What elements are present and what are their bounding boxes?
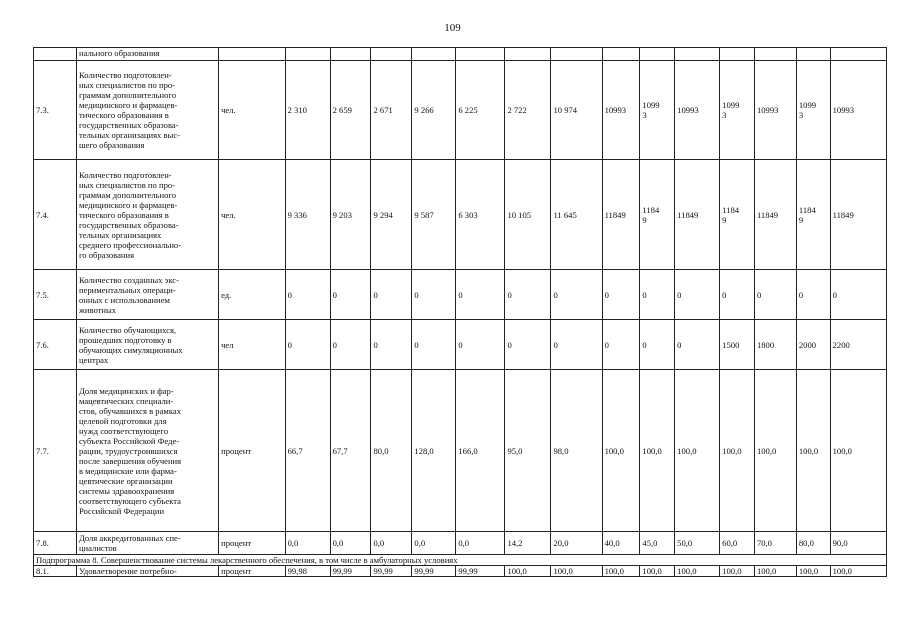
cell-value: 0 [285, 320, 330, 370]
cell-value: 10993 [830, 61, 886, 160]
cell-num: 7.3. [34, 61, 77, 160]
cell-unit: ед. [219, 270, 285, 320]
table-row-subprogram [34, 555, 887, 566]
cell-value: 0 [505, 320, 551, 370]
cell-value: 1184 9 [796, 160, 830, 270]
cell-num [34, 48, 77, 61]
cell-value: 0 [551, 320, 602, 370]
table-row [34, 61, 887, 160]
cell-value: 99,99 [456, 566, 505, 577]
cell-value: 1184 9 [720, 160, 755, 270]
subprogram-title: Подпрограмма 8. Совершенствование системы лекарственного обеспечения, в том числе в амбулаторных условиях [34, 555, 887, 566]
cell-value: 99,99 [412, 566, 456, 577]
cell-value: 0 [640, 270, 675, 320]
cell-value: 100,0 [602, 370, 640, 532]
cell-value: 14,2 [505, 532, 551, 555]
cell-value: 99,99 [330, 566, 371, 577]
cell-value: 11849 [754, 160, 796, 270]
cell-value: 0 [720, 270, 755, 320]
cell-num: 7.4. [34, 160, 77, 270]
cell-value: 10993 [602, 61, 640, 160]
cell-value: 1184 9 [640, 160, 675, 270]
cell-unit: чел. [219, 160, 285, 270]
cell-value: 10 105 [505, 160, 551, 270]
cell-value: 0 [456, 320, 505, 370]
cell-value: 100,0 [640, 566, 675, 577]
cell-value: 100,0 [754, 370, 796, 532]
cell-value: 1099 3 [720, 61, 755, 160]
cell-value: 66,7 [285, 370, 330, 532]
cell-value: 1099 3 [640, 61, 675, 160]
cell-indicator-name: Удовлетворение потребно- [76, 566, 218, 577]
cell-value: 0 [412, 270, 456, 320]
table-row [34, 160, 887, 270]
cell-value: 100,0 [754, 566, 796, 577]
cell-value: 0 [371, 320, 412, 370]
cell-value: 0 [505, 270, 551, 320]
cell-value: 2200 [830, 320, 886, 370]
cell-value: 0,0 [371, 532, 412, 555]
cell-value: 20,0 [551, 532, 602, 555]
cell-value: 0,0 [456, 532, 505, 555]
cell-value: 2 671 [371, 61, 412, 160]
cell-value: 45,0 [640, 532, 675, 555]
cell-value: 80,0 [796, 532, 830, 555]
cell-value: 99,99 [371, 566, 412, 577]
cell-num: 8.1. [34, 566, 77, 577]
table-body [34, 48, 887, 577]
indicators-table [33, 47, 887, 577]
cell-value: 11849 [675, 160, 720, 270]
cell-num: 7.8. [34, 532, 77, 555]
cell-value: 0 [675, 270, 720, 320]
cell-value: 60,0 [720, 532, 755, 555]
cell-value: 11 645 [551, 160, 602, 270]
cell-value: 0 [551, 270, 602, 320]
cell-value: 0,0 [412, 532, 456, 555]
cell-indicator-name: Количество подготовлен- ных специалистов по про- граммам дополнительного медицинского и фармацев- тического образования в государственных образова- тельных организациях выс- шего образования [76, 61, 218, 160]
cell-value: 95,0 [505, 370, 551, 532]
cell-indicator-name: Количество подготовлен- ных специалистов по про- граммам дополнительного медицинского и фармацев- тического образования в государственных образова- тельных организациях среднего профессионально- го образования [76, 160, 218, 270]
cell-value: 10 974 [551, 61, 602, 160]
cell-value: 10993 [754, 61, 796, 160]
cell-value: 0 [412, 320, 456, 370]
table-row [34, 320, 887, 370]
cell-value: 0 [830, 270, 886, 320]
cell-value: 100,0 [675, 566, 720, 577]
table-row [34, 566, 887, 577]
cell-num: 7.6. [34, 320, 77, 370]
cell-unit: процент [219, 532, 285, 555]
cell-num: 7.7. [34, 370, 77, 532]
cell-indicator-name: Доля аккредитованных спе- циалистов [76, 532, 218, 555]
cell-unit: процент [219, 566, 285, 577]
table-row [34, 270, 887, 320]
cell-indicator-name: Доля медицинских и фар- мацевтических специали- стов, обучавшихся в рамках целевой подготовки для нужд соответствующего субъекта Российской Феде- рации, трудоустроившихся после завершения обучения в медицинские или фарма- цевтические организации системы здравоохранения соответствующего субъекта Российской Федерации [76, 370, 218, 532]
table-row [34, 532, 887, 555]
cell-value: 70,0 [754, 532, 796, 555]
cell-num: 7.5. [34, 270, 77, 320]
cell-value: 100,0 [796, 566, 830, 577]
cell-value: 98,0 [551, 370, 602, 532]
cell-value: 0 [602, 270, 640, 320]
cell-value: 100,0 [796, 370, 830, 532]
cell-value: 0,0 [285, 532, 330, 555]
cell-value: 100,0 [830, 566, 886, 577]
cell-value: 166,0 [456, 370, 505, 532]
cell-value: 0 [640, 320, 675, 370]
cell-value: 2000 [796, 320, 830, 370]
cell-value: 2 722 [505, 61, 551, 160]
cell-value: 100,0 [505, 566, 551, 577]
cell-value: 128,0 [412, 370, 456, 532]
cell-value: 100,0 [640, 370, 675, 532]
cell-value: 0 [285, 270, 330, 320]
cell-value: 11849 [602, 160, 640, 270]
cell-value: 0 [675, 320, 720, 370]
cell-value: 1099 3 [796, 61, 830, 160]
cell-value: 10993 [675, 61, 720, 160]
cell-unit: процент [219, 370, 285, 532]
cell-value: 9 336 [285, 160, 330, 270]
cell-value: 1500 [720, 320, 755, 370]
cell-value: 90,0 [830, 532, 886, 555]
cell-indicator-name: Количество обучающихся, прошедших подготовку в обучающих симуляционных центрах [76, 320, 218, 370]
cell-value: 9 266 [412, 61, 456, 160]
cell-value: 2 310 [285, 61, 330, 160]
cell-value: 100,0 [720, 370, 755, 532]
cell-value: 99,98 [285, 566, 330, 577]
cell-value: 2 659 [330, 61, 371, 160]
cell-value: 100,0 [830, 370, 886, 532]
page-number: 109 [444, 22, 461, 34]
cell-value: 9 203 [330, 160, 371, 270]
cell-value: 9 587 [412, 160, 456, 270]
table-row [34, 370, 887, 532]
cell-value: 11849 [830, 160, 886, 270]
cell-indicator-name: нального образования [76, 48, 218, 61]
cell-value: 100,0 [551, 566, 602, 577]
cell-value: 0 [330, 320, 371, 370]
table-row-continuation [34, 48, 887, 61]
cell-value: 0 [330, 270, 371, 320]
cell-value: 0 [602, 320, 640, 370]
cell-value: 67,7 [330, 370, 371, 532]
cell-value: 9 294 [371, 160, 412, 270]
cell-unit [219, 48, 285, 61]
cell-value: 0 [456, 270, 505, 320]
cell-unit: чел [219, 320, 285, 370]
cell-value: 0,0 [330, 532, 371, 555]
cell-value: 100,0 [720, 566, 755, 577]
cell-value: 6 225 [456, 61, 505, 160]
cell-value: 1800 [754, 320, 796, 370]
cell-value: 100,0 [675, 370, 720, 532]
cell-value: 50,0 [675, 532, 720, 555]
cell-unit: чел. [219, 61, 285, 160]
cell-value: 0 [796, 270, 830, 320]
cell-value: 100,0 [602, 566, 640, 577]
cell-value: 40,0 [602, 532, 640, 555]
cell-value: 6 303 [456, 160, 505, 270]
cell-value: 80,0 [371, 370, 412, 532]
cell-indicator-name: Количество созданных экс- периментальных операци- онных с использованием животных [76, 270, 218, 320]
cell-value: 0 [371, 270, 412, 320]
cell-value: 0 [754, 270, 796, 320]
